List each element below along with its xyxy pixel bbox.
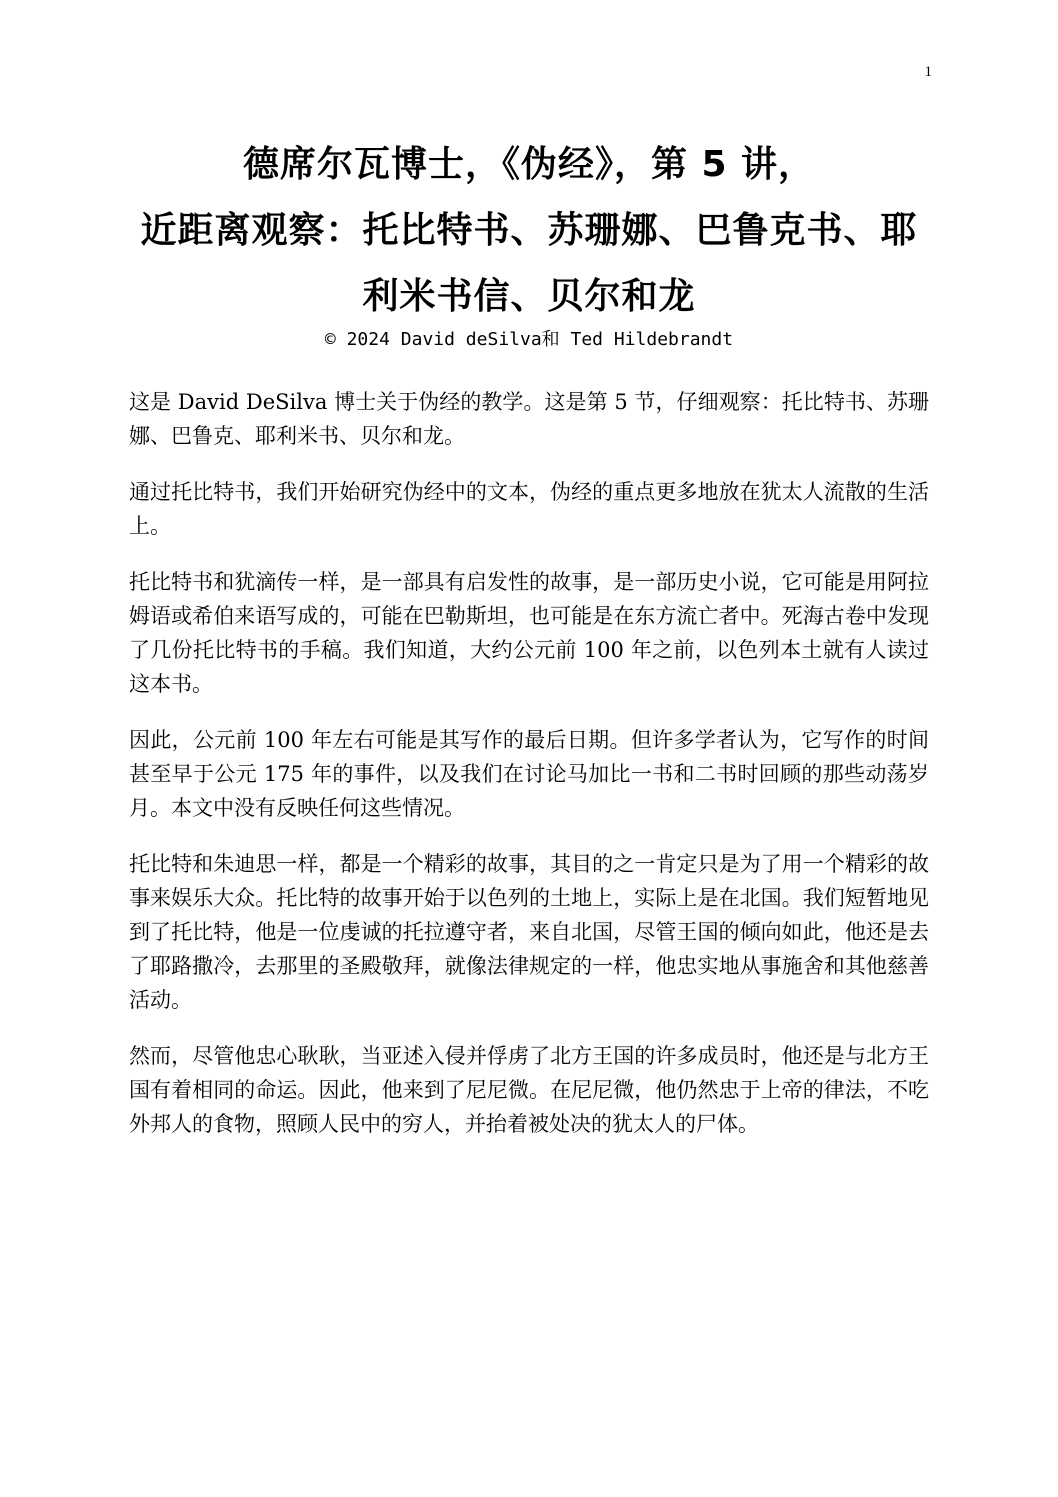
title-line-1: 德席尔瓦博士，《伪经》，第 5 讲， [242,144,816,185]
copyright-notice: © 2024 David deSilva和 Ted Hildebrandt [324,329,734,350]
document-title [120,132,938,330]
title-line-3: 利米书信、贝尔和龙 [362,276,696,317]
document-body [129,385,929,1163]
body-paragraph-1: 这是 David DeSilva 博士关于伪经的教学。这是第 5 节，仔细观察：托比特书、苏珊娜、巴鲁克、耶利米书、贝尔和龙。 [129,390,929,448]
body-paragraph-3: 托比特书和犹滴传一样，是一部具有启发性的故事，是一部历史小说，它可能是用阿拉姆语或希伯来语写成的，可能在巴勒斯坦，也可能是在东方流亡者中。死海古卷中发现了几份托比特书的手稿。我们知道，大约公元前 100 年之前，以色列本土就有人读过这本书。 [129,570,929,696]
body-paragraph-2: 通过托比特书，我们开始研究伪经中的文本，伪经的重点更多地放在犹太人流散的生活上。 [129,480,929,538]
body-paragraph-4: 因此，公元前 100 年左右可能是其写作的最后日期。但许多学者认为，它写作的时间甚至早于公元 175 年的事件，以及我们在讨论马加比一书和二书时回顾的那些动荡岁月。本文中没有反映任何这些情况。 [129,728,929,820]
title-line-2: 近距离观察：托比特书、苏珊娜、巴鲁克书、耶 [140,210,918,251]
page-number: 1 [924,64,932,80]
body-paragraph-6: 然而，尽管他忠心耿耿，当亚述入侵并俘虏了北方王国的许多成员时，他还是与北方王国有着相同的命运。因此，他来到了尼尼微。在尼尼微，他仍然忠于上帝的律法，不吃外邦人的食物，照顾人民中的穷人，并抬着被处决的犹太人的尸体。 [129,1044,929,1136]
body-paragraph-5: 托比特和朱迪思一样，都是一个精彩的故事，其目的之一肯定只是为了用一个精彩的故事来娱乐大众。托比特的故事开始于以色列的土地上，实际上是在北国。我们短暂地见到了托比特，他是一位虔诚的托拉遵守者，来自北国，尽管王国的倾向如此，他还是去了耶路撒冷，去那里的圣殿敬拜，就像法律规定的一样，他忠实地从事施舍和其他慈善活动。 [129,852,929,1012]
